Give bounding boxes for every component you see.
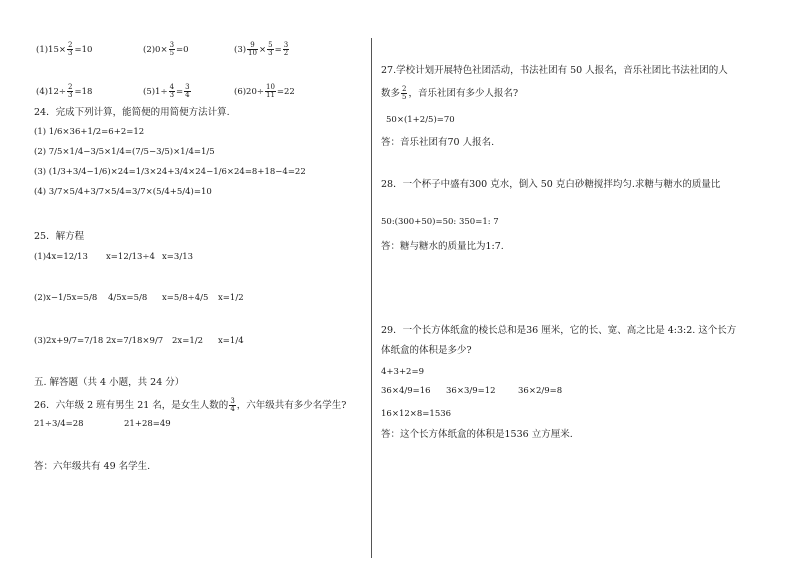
q29-line-2: 体纸盒的体积是多少? <box>381 345 472 356</box>
q25-eq3-b: 2x=7/18×9/7 <box>106 336 164 346</box>
q27-answer: 答：音乐社团有70 人报名. <box>381 137 495 148</box>
q23-item-2: (2)0× $\frac{3}{5}$ =0 <box>143 41 189 57</box>
q26-calc-1: 21÷3/4=28 <box>34 419 84 429</box>
q25-eq2-d: x=1/2 <box>218 293 244 303</box>
q23-item-4: (4)12÷ $\frac{2}{3}$ =18 <box>36 83 93 99</box>
q25-heading: 25．解方程 <box>34 231 85 242</box>
q27-line-2: 数多 $\frac{2}{5}$ ，音乐社团有多少人报名? <box>381 85 519 101</box>
q24-line-3: (3) (1/3+3/4−1/6)×24=1/3×24+3/4×24−1/6×24=8+18−4=22 <box>34 167 306 177</box>
section5-heading: 五. 解答题（共 4 小题，共 24 分） <box>34 377 185 388</box>
q28-calc: 50:(300+50)=50: 350=1: 7 <box>381 217 499 227</box>
q24-line-1: (1) 1/6×36+1/2=6+2=12 <box>34 127 145 137</box>
q25-eq3-c: 2x=1/2 <box>172 336 204 346</box>
q25-eq1-b: x=12/13÷4 <box>106 252 155 262</box>
q26-question: 26．六年级 2 班有男生 21 名，是女生人数的 $\frac{3}{4}$ ，六年级共有多少名学生? <box>34 397 347 413</box>
q27-line-1: 27.学校计划开展特色社团活动，书法社团有 50 人报名，音乐社团比书法社团的人 <box>381 65 728 76</box>
q29-answer: 答：这个长方体纸盒的体积是1536 立方厘米. <box>381 429 573 440</box>
q29-sum: 4+3+2=9 <box>381 367 424 377</box>
q25-eq1-a: (1)4x=12/13 <box>34 252 88 262</box>
q25-eq2-b: 4/5x=5/8 <box>108 293 148 303</box>
q24-line-2: (2) 7/5×1/4−3/5×1/4=(7/5−3/5)×1/4=1/5 <box>34 147 215 157</box>
q24-heading: 24．完成下列计算，能简便的用简便方法计算. <box>34 107 230 118</box>
q24-line-4: (4) 3/7×5/4+3/7×5/4=3/7×(5/4+5/4)=10 <box>34 187 212 197</box>
q27-calc: 50×(1+2/5)=70 <box>386 115 455 125</box>
q29-calc-c: 36×2/9=8 <box>518 386 563 396</box>
q23-item-5: (5)1÷ $\frac{4}{3}$ = $\frac{3}{4}$ <box>143 83 190 99</box>
q26-answer: 答：六年级共有 49 名学生. <box>34 461 151 472</box>
q28-question: 28．一个杯子中盛有300 克水，倒入 50 克白砂糖搅拌均匀.求糖与糖水的质量比 <box>381 179 721 190</box>
column-divider <box>371 38 372 558</box>
q25-eq3-a: (3)2x+9/7=7/18 <box>34 336 104 346</box>
q28-answer: 答：糖与糖水的质量比为1:7. <box>381 241 504 252</box>
q25-eq2-c: x=5/8÷4/5 <box>162 293 209 303</box>
q29-line-1: 29．一个长方体纸盒的棱长总和是36 厘米，它的长、宽、高之比是 4:3:2. 这个长方 <box>381 325 737 336</box>
q23-item-6: (6)20÷ $\frac{10}{11}$ =22 <box>234 83 295 99</box>
q29-volume: 16×12×8=1536 <box>381 409 452 419</box>
q26-calc-2: 21+28=49 <box>124 419 171 429</box>
q23-item-3: (3) $\frac{9}{10}$ × $\frac{5}{3}$ = $\frac{3}{2}$ <box>234 41 289 57</box>
q25-eq1-c: x=3/13 <box>162 252 194 262</box>
q25-eq2-a: (2)x−1/5x=5/8 <box>34 293 98 303</box>
q29-calc-a: 36×4/9=16 <box>381 386 431 396</box>
q29-calc-b: 36×3/9=12 <box>446 386 496 396</box>
q23-item-1: (1)15× $\frac{2}{3}$ =10 <box>36 41 93 57</box>
q25-eq3-d: x=1/4 <box>218 336 244 346</box>
